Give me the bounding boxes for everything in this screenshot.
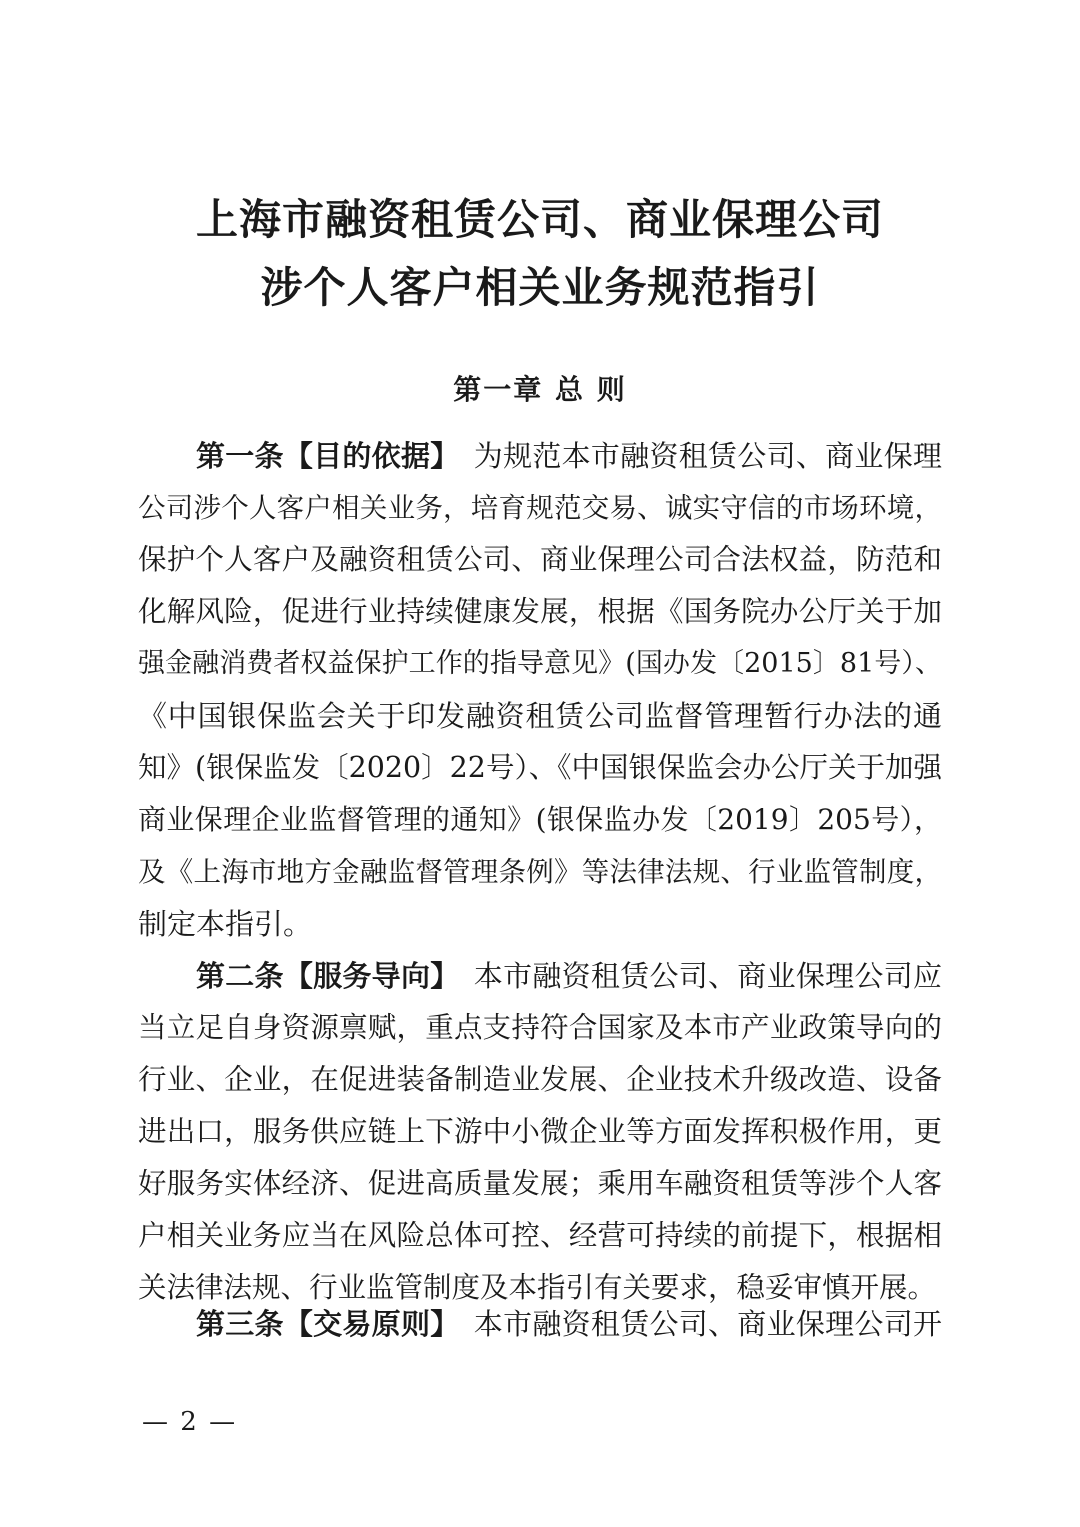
article-1-line-6: 《中国银保监会关于印发融资租赁公司监督管理暂行办法的通 <box>138 699 942 733</box>
article-2-line-4: 进出口，服务供应链上下游中小微企业等方面发挥积极作用，更 <box>138 1115 942 1148</box>
article-1-line-9: 及《上海市地方金融监督管理条例》等法律法规、行业监管制度， <box>138 856 942 888</box>
article-2-line-2: 当立足自身资源禀赋，重点支持符合国家及本市产业政策导向的 <box>138 1011 942 1044</box>
article-1-heading: 第一条【目的依据】 <box>196 439 460 473</box>
article-3-line-1: 第三条【交易原则】 本市融资租赁公司、商业保理公司开 <box>196 1307 942 1341</box>
article-1-line-3: 保护个人客户及融资租赁公司、商业保理公司合法权益，防范和 <box>138 543 942 576</box>
article-1-line-5: 强金融消费者权益保护工作的指导意见》(国办发〔2015〕81号）、 <box>138 648 942 679</box>
article-2-line-3: 行业、企业，在促进装备制造业发展、企业技术升级改造、设备 <box>138 1063 942 1096</box>
article-1-line-1: 第一条【目的依据】 为规范本市融资租赁公司、商业保理 <box>196 439 942 473</box>
page-number: — 2 — <box>142 1407 238 1437</box>
document-title-line-1: 上海市融资租赁公司、商业保理公司 <box>195 195 884 244</box>
document-title-line-2: 涉个人客户相关业务规范指引 <box>260 263 820 312</box>
article-2-line-1: 第二条【服务导向】 本市融资租赁公司、商业保理公司应 <box>196 959 942 993</box>
article-2-line-6: 户相关业务应当在风险总体可控、经营可持续的前提下，根据相 <box>138 1219 942 1252</box>
article-1-line-10: 制定本指引。 <box>138 907 313 941</box>
article-1-line-7: 知》(银保监发〔2020〕22号）、《中国银保监会办公厅关于加强 <box>138 751 942 784</box>
article-2-line-5: 好服务实体经济、促进高质量发展；乘用车融资租赁等涉个人客 <box>138 1167 942 1200</box>
article-3-heading: 第三条【交易原则】 <box>196 1307 460 1341</box>
chapter-heading: 第一章 总 则 <box>453 373 627 406</box>
article-1-line-2: 公司涉个人客户相关业务，培育规范交易、诚实守信的市场环境， <box>138 492 942 524</box>
article-1-line-4: 化解风险，促进行业持续健康发展，根据《国务院办公厅关于加 <box>138 595 942 628</box>
article-1-line-8: 商业保理企业监督管理的通知》(银保监办发〔2019〕205号）， <box>138 803 942 836</box>
article-2-line-7: 关法律法规、行业监管制度及本指引有关要求，稳妥审慎开展。 <box>138 1271 937 1304</box>
article-2-heading: 第二条【服务导向】 <box>196 959 460 993</box>
